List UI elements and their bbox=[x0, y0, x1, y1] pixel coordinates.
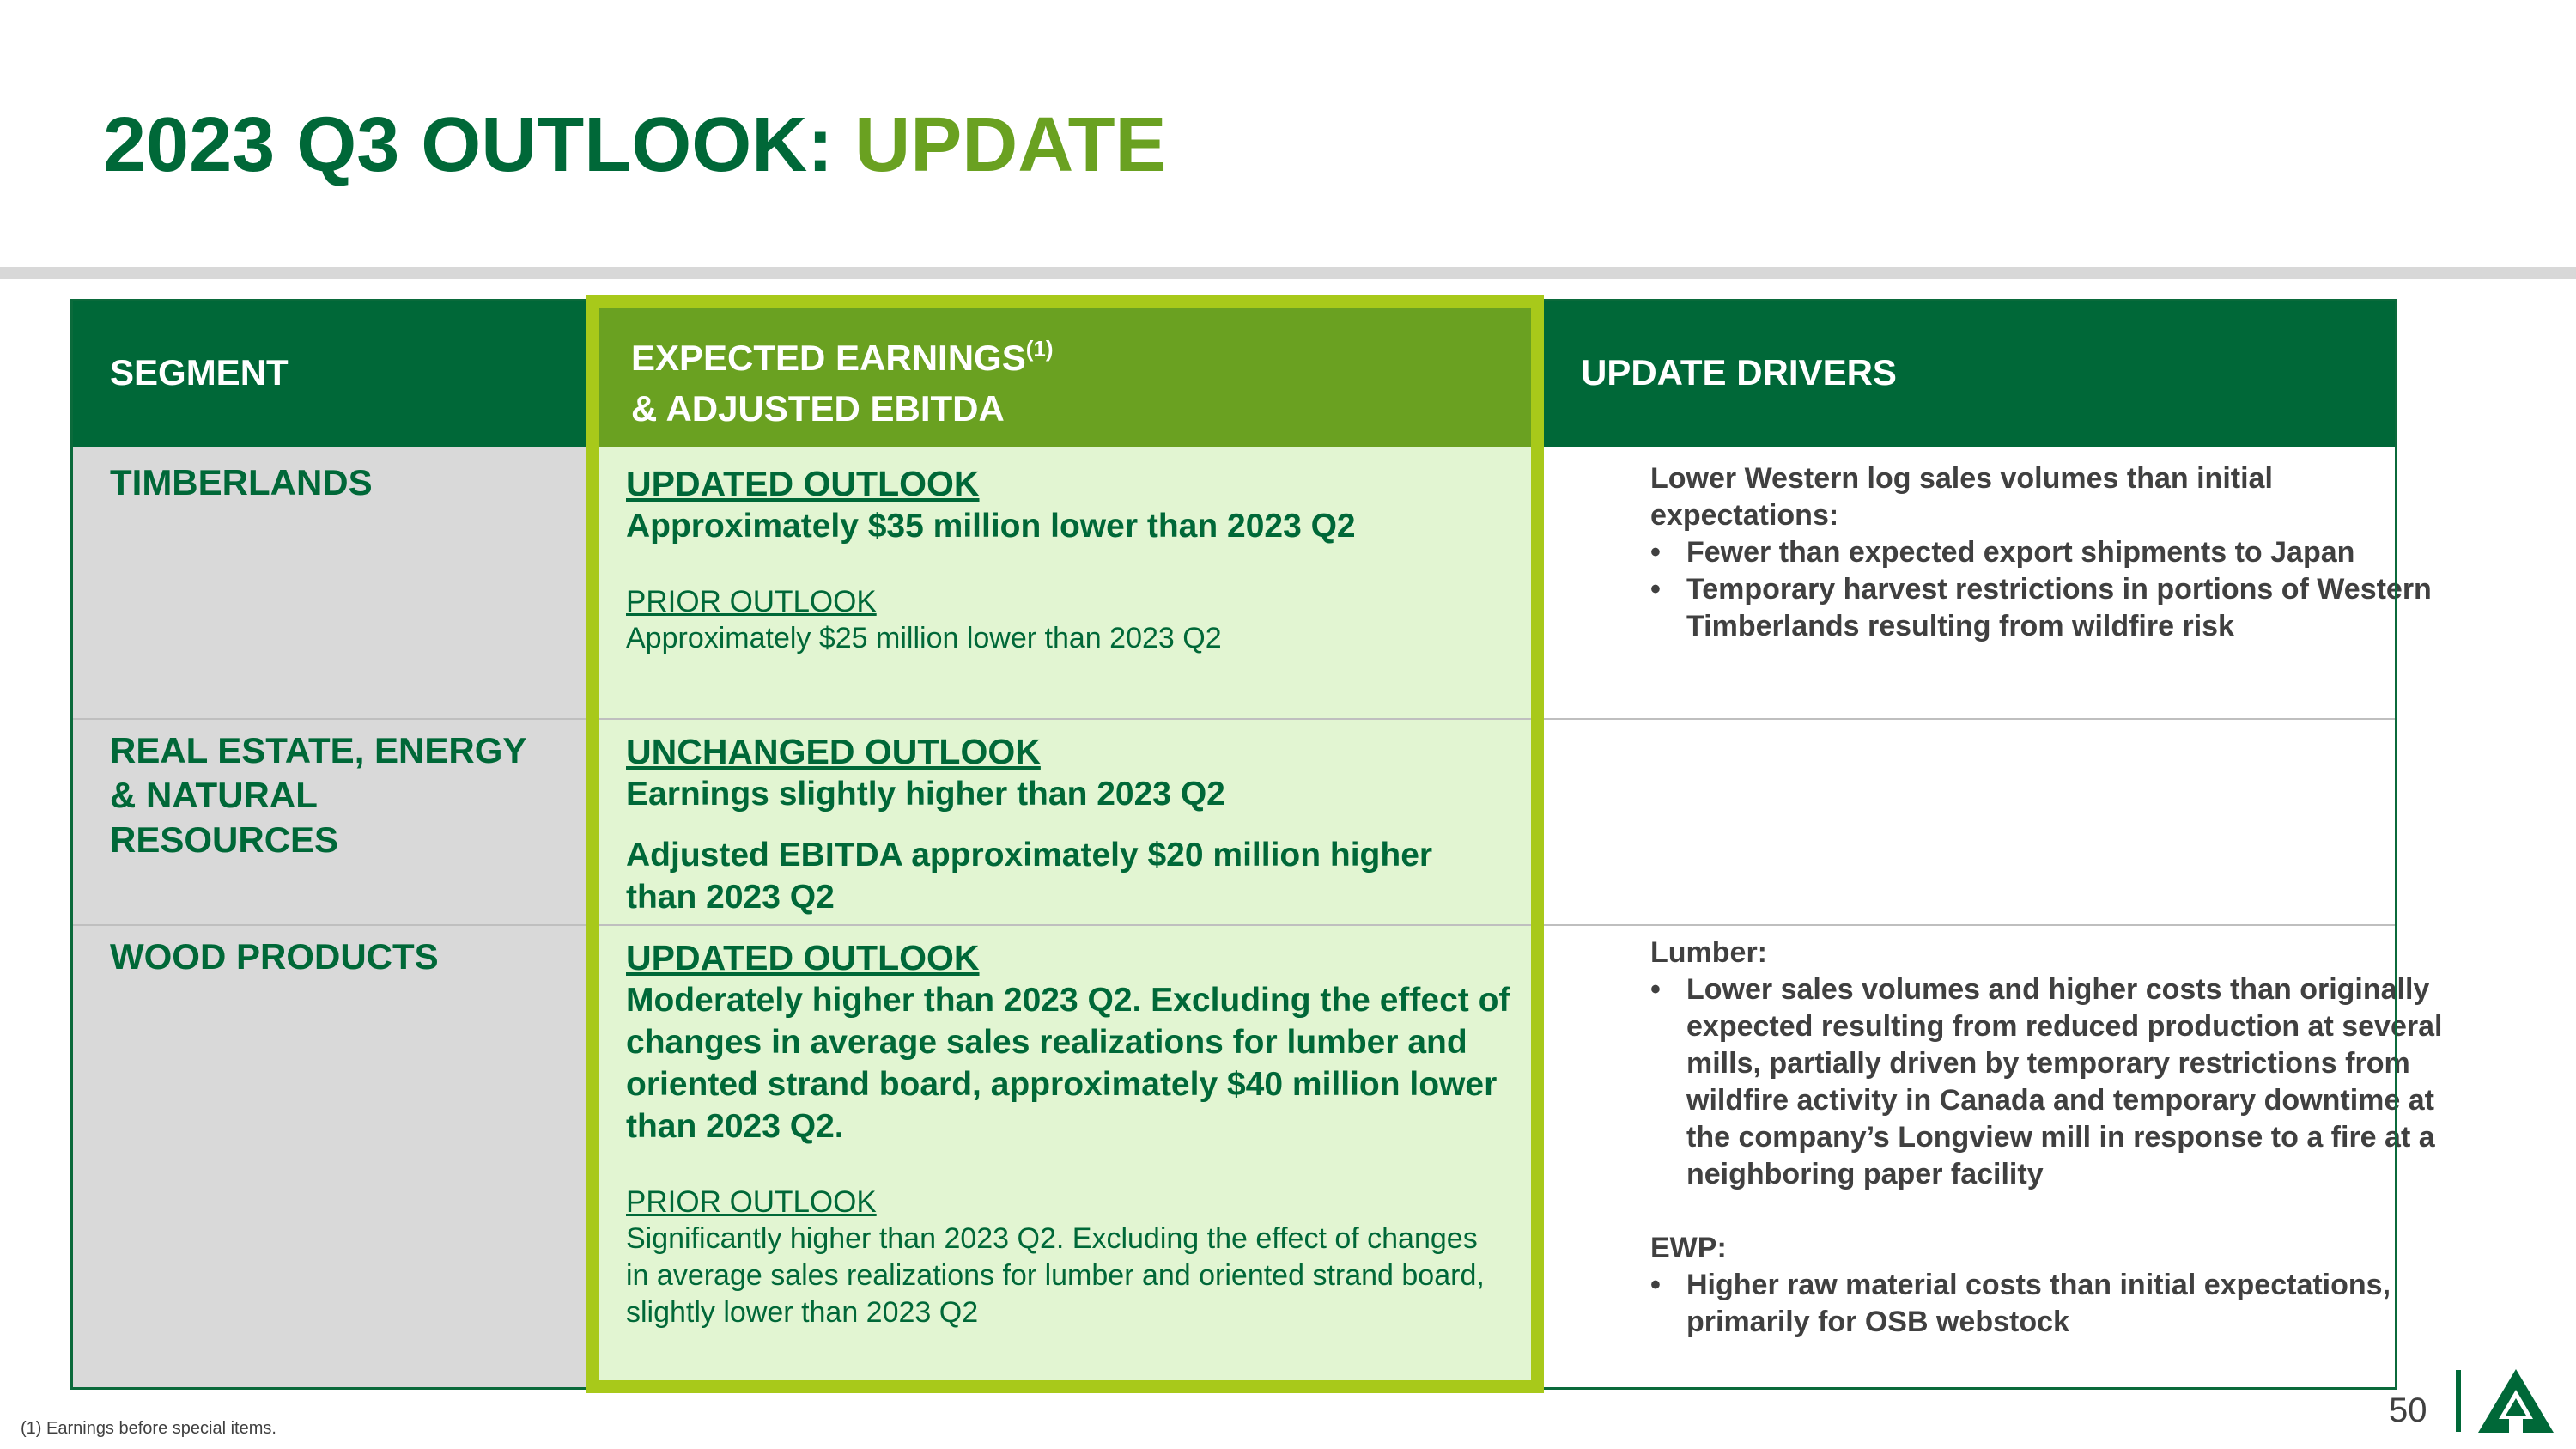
unchanged-outlook-heading: UNCHANGED OUTLOOK bbox=[626, 732, 1041, 771]
earnings-text: Earnings slightly higher than 2023 Q2 bbox=[626, 776, 1225, 813]
updated-outlook-heading: UPDATED OUTLOOK bbox=[626, 938, 980, 977]
ebitda-text: Adjusted EBITDA approximately $20 million higher than 2023 Q2 bbox=[626, 837, 1433, 916]
outlook-table bbox=[70, 299, 2443, 1390]
header-earnings-line2: & ADJUSTED EBITDA bbox=[631, 388, 1005, 429]
title-accent: UPDATE bbox=[854, 102, 1167, 188]
row-divider bbox=[70, 718, 2397, 720]
list-item: • Temporary harvest restrictions in portions of Western Timberlands resulting from wildfire risk bbox=[1650, 573, 2432, 642]
segment-wood-products: WOOD PRODUCTS bbox=[110, 936, 439, 977]
segment-real-estate: REAL ESTATE, ENERGY & NATURAL RESOURCES bbox=[110, 730, 527, 860]
drivers-intro: Lower Western log sales volumes than initial expectations: bbox=[1650, 462, 2273, 532]
header-drivers: UPDATE DRIVERS bbox=[1541, 299, 2397, 447]
list-item: • Fewer than expected export shipments to Japan bbox=[1650, 534, 2458, 571]
title-main: 2023 Q3 OUTLOOK: bbox=[103, 102, 834, 188]
bullet-icon: • bbox=[1650, 973, 1661, 1006]
bullet-icon: • bbox=[1650, 536, 1661, 569]
list-item: • Higher raw material costs than initial expectations, primarily for OSB webstock bbox=[1650, 1269, 2391, 1338]
lumber-label: Lumber: bbox=[1650, 936, 1767, 969]
drivers-list bbox=[1650, 534, 2458, 645]
footnote: (1) Earnings before special items. bbox=[21, 1419, 276, 1438]
prior-outlook-text: Significantly higher than 2023 Q2. Excluding the effect of changes in average sales realizations for lumber and oriented strand board, slightly lower than 2023 Q2 bbox=[626, 1222, 1485, 1329]
page-title bbox=[103, 101, 1167, 190]
footnote-ref: (1) bbox=[1025, 336, 1054, 362]
bullet-icon: • bbox=[1650, 1269, 1661, 1301]
segment-column bbox=[70, 447, 590, 1390]
timberlands-earnings bbox=[626, 462, 1536, 657]
prior-outlook-text: Approximately $25 million lower than 2023 Q2 bbox=[626, 622, 1222, 654]
header-earnings bbox=[590, 299, 1541, 447]
page-divider bbox=[2456, 1370, 2461, 1432]
title-divider bbox=[0, 267, 2576, 279]
lumber-list bbox=[1650, 971, 2458, 1193]
updated-outlook-heading: UPDATED OUTLOOK bbox=[626, 464, 980, 503]
wood-products-earnings bbox=[626, 936, 1536, 1331]
row-divider bbox=[70, 924, 2397, 926]
page-number: 50 bbox=[2389, 1391, 2427, 1429]
header-earnings-line1: EXPECTED EARNINGS bbox=[631, 338, 1026, 378]
timberlands-drivers bbox=[1650, 460, 2458, 645]
triangle-tree-logo-icon bbox=[2476, 1367, 2555, 1434]
updated-outlook-text: Approximately $35 million lower than 2023 Q2 bbox=[626, 508, 1356, 545]
real-estate-earnings bbox=[626, 730, 1536, 918]
list-item: • Lower sales volumes and higher costs than originally expected resulting from reduced production at several mills, partially driven by temporary restrictions from wildfire activity in Canada and temporary downtime at the company’s Longview mill in response to a fire at a neighboring paper facility bbox=[1650, 973, 2443, 1190]
bullet-icon: • bbox=[1650, 573, 1661, 606]
segment-timberlands: TIMBERLANDS bbox=[110, 462, 373, 502]
updated-outlook-text: Moderately higher than 2023 Q2. Excluding the effect of changes in average sales realizations for lumber and oriented strand board, approximately $40 million lower than 2023 Q2. bbox=[626, 982, 1510, 1145]
prior-outlook-heading: PRIOR OUTLOOK bbox=[626, 585, 877, 618]
ewp-list bbox=[1650, 1267, 2458, 1341]
ewp-label: EWP: bbox=[1650, 1232, 1727, 1264]
prior-outlook-heading: PRIOR OUTLOOK bbox=[626, 1185, 877, 1219]
header-segment: SEGMENT bbox=[70, 299, 590, 447]
wood-products-drivers bbox=[1650, 935, 2458, 1341]
